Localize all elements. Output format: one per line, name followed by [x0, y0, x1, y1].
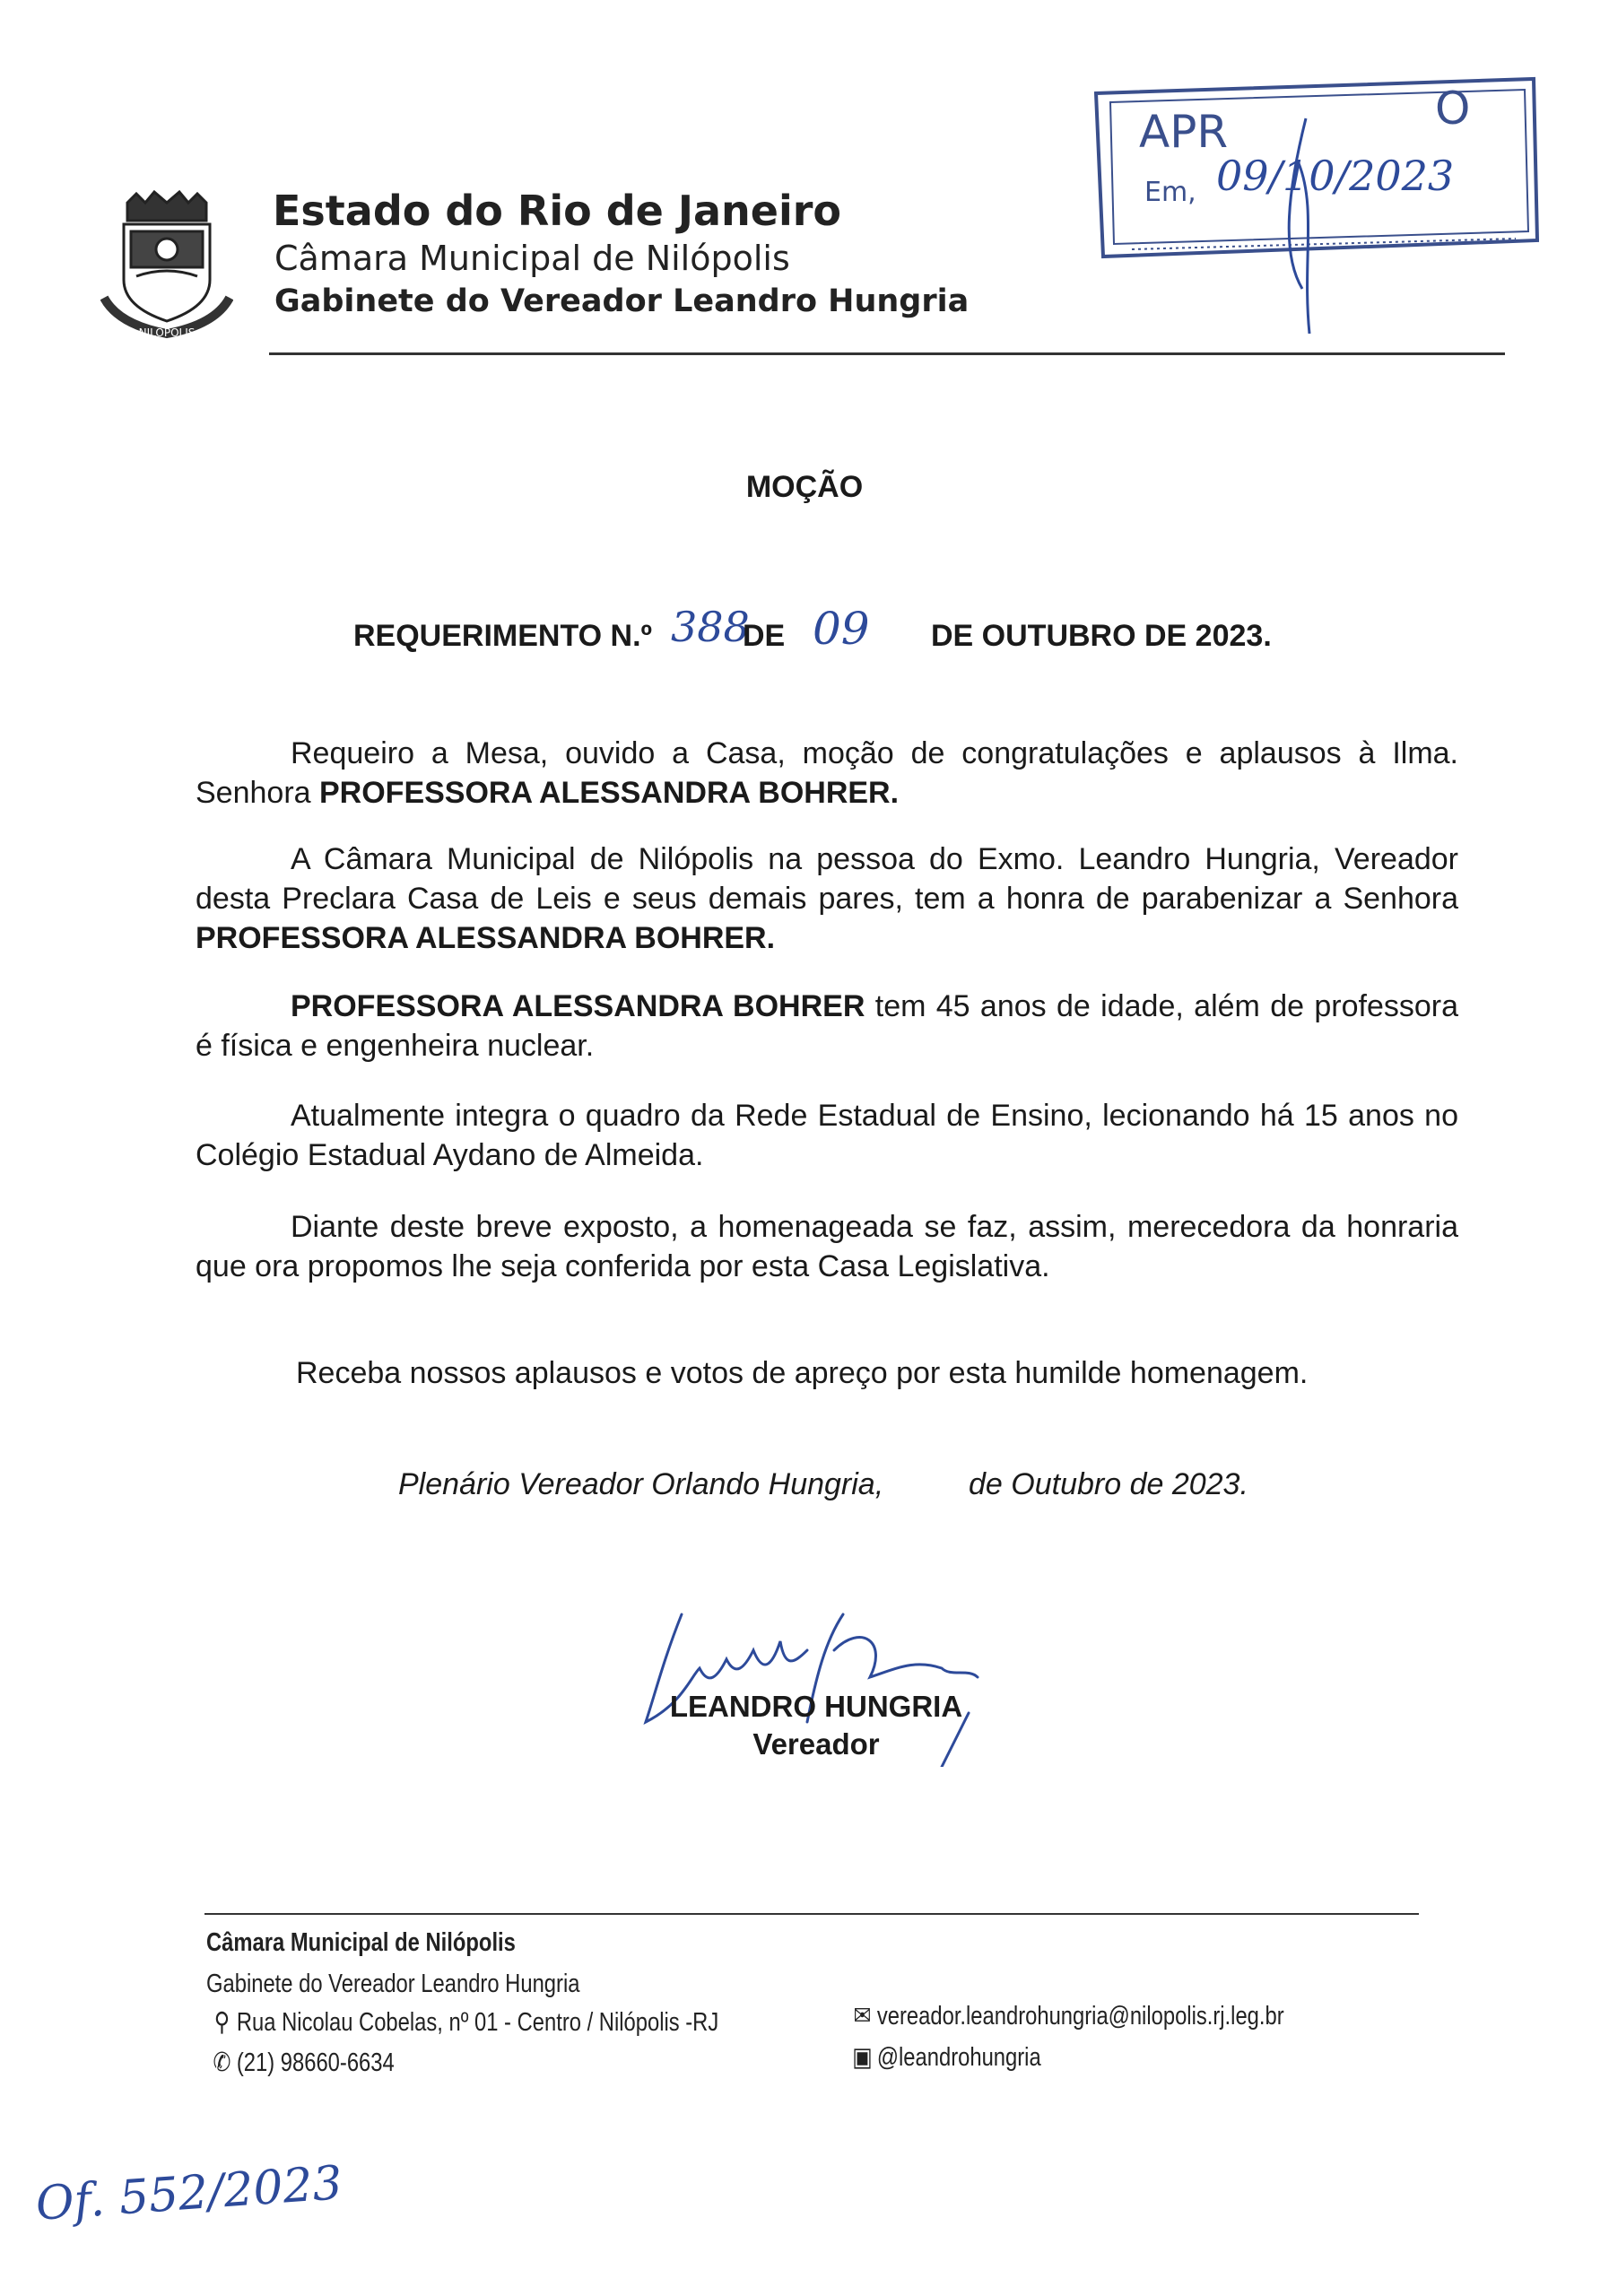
signatory-name: LEANDRO HUNGRIA	[669, 1690, 963, 1723]
paragraph-5: Diante deste breve exposto, a homenageada se faz, assim, merecedora da honraria que ora propomos lhe seja conferida por esta Casa Legislativa.	[196, 1210, 1458, 1283]
approval-stamp	[1091, 65, 1539, 334]
phone-icon: ✆	[213, 2048, 231, 2077]
date-line: de Outubro de 2023.	[969, 1467, 1248, 1501]
footer-office: Gabinete do Vereador Leandro Hungria	[206, 1970, 580, 1998]
svg-text:NILÓPOLIS: NILÓPOLIS	[138, 326, 196, 339]
stamp-initials	[1289, 118, 1309, 334]
stamp-word: APR	[1139, 106, 1229, 158]
stamp-date: 09/10/2023	[1216, 152, 1455, 200]
office-heading: Gabinete do Vereador Leandro Hungria	[274, 283, 970, 319]
state-heading: Estado do Rio de Janeiro	[273, 187, 842, 235]
header-divider	[269, 352, 1505, 355]
requirement-number: 388	[671, 603, 750, 651]
footer-email: ✉ vereador.leandrohungria@nilopolis.rj.leg.br	[853, 2002, 1284, 2031]
chamber-heading: Câmara Municipal de Nilópolis	[274, 239, 790, 278]
stamp-em: Em,	[1144, 177, 1196, 208]
requirement-de: DE	[743, 619, 786, 653]
paragraph-2: A Câmara Municipal de Nilópolis na pessoa do Exmo. Leandro Hungria, Vereador desta Preclara Casa de Leis e seus demais pares, tem a honra de parabenizar a Senhora PROFESSORA ALESSANDRA BOHRER.	[196, 842, 1458, 955]
closing-sentence: Receba nossos aplausos e votos de apreço por esta humilde homenagem.	[296, 1356, 1309, 1390]
social-media-icon: ▣	[852, 2043, 873, 2072]
paragraph-3: PROFESSORA ALESSANDRA BOHRER tem 45 anos de idade, além de professora é física e engenheira nuclear.	[196, 989, 1458, 1063]
footer-divider	[204, 1913, 1419, 1915]
paragraph-1: Requeiro a Mesa, ouvido a Casa, moção de congratulações e aplausos à Ilma. Senhora PROFESSORA ALESSANDRA BOHRER.	[196, 736, 1458, 810]
requirement-suffix: DE OUTUBRO DE 2023.	[931, 619, 1272, 653]
envelope-icon: ✉	[853, 2002, 872, 2031]
place-line: Plenário Vereador Orlando Hungria,	[398, 1467, 884, 1501]
document-title: MOÇÃO	[745, 470, 864, 504]
footer-social: ▣ @leandrohungria	[852, 2043, 1041, 2072]
pin-icon: ⚲	[213, 2008, 230, 2037]
handwritten-office-number: Of. 552/2023	[34, 2156, 344, 2231]
stamp-word-tail: O	[1435, 83, 1471, 135]
footer-address: ⚲ Rua Nicolau Cobelas, nº 01 - Centro / Nilópolis -RJ	[212, 2006, 718, 2038]
requirement-prefix: REQUERIMENTO N.º	[353, 619, 652, 653]
signatory-role: Vereador	[752, 1727, 880, 1761]
city-crest-logo	[100, 190, 233, 344]
paragraph-4: Atualmente integra o quadro da Rede Estadual de Ensino, lecionando há 15 anos no Colégio Estadual Aydano de Almeida.	[196, 1099, 1458, 1172]
footer-chamber: Câmara Municipal de Nilópolis	[206, 1928, 516, 1957]
requirement-day: 09	[813, 603, 870, 655]
footer-phone: ✆ (21) 98660-6634	[213, 2048, 395, 2077]
